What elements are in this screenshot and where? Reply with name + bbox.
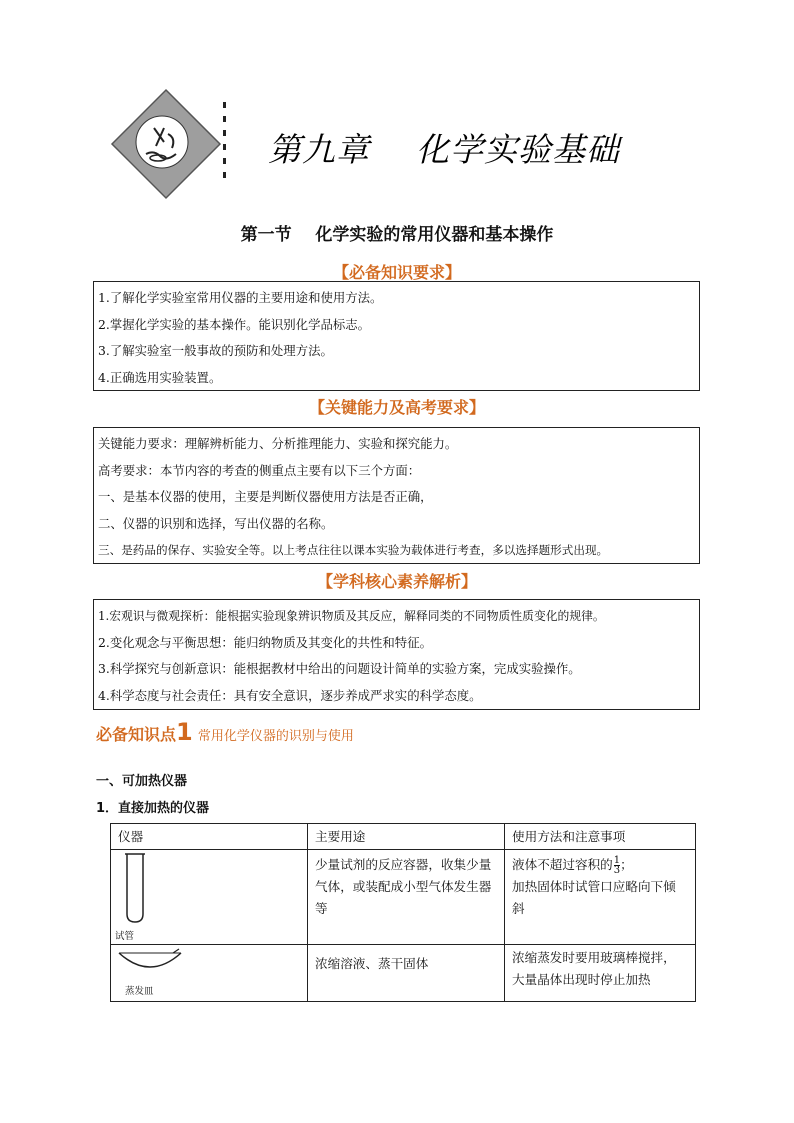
knowledge-point-heading <box>96 718 354 746</box>
banner-required-knowledge: 【必备知识要求】 <box>332 263 461 282</box>
fraction-denominator: 3 <box>613 865 621 876</box>
list-item: 1.了解化学实验室常用仪器的主要用途和使用方法。 <box>98 290 383 305</box>
list-item: 2.掌握化学实验的基本操作。能识别化学品标志。 <box>98 316 371 332</box>
banner-key-abilities: 【关键能力及高考要求】 <box>308 398 485 417</box>
test-tube-note-b: 加热固体时试管口应略向下倾斜 <box>512 879 676 916</box>
list-item: 关键能力要求：理解辨析能力、分析推理能力、实验和探究能力。 <box>98 436 458 451</box>
table-row <box>111 945 696 1002</box>
test-tube-note-a-end: ； <box>620 857 633 872</box>
table-row <box>111 850 696 945</box>
banner-core-literacy: 【学科核心素养解析】 <box>316 572 477 591</box>
col-header-notes: 使用方法和注意事项 <box>505 824 696 850</box>
test-tube-cell <box>111 850 308 945</box>
list-item: 高考要求：本节内容的考查的侧重点主要有以下三个方面： <box>98 462 421 478</box>
list-item: 二、仪器的识别和选择，写出仪器的名称。 <box>98 515 334 531</box>
section-title: 第一节 化学实验的常用仪器和基本操作 <box>240 225 554 245</box>
decorative-dots-icon <box>222 102 228 184</box>
col-header-instrument: 仪器 <box>111 824 308 850</box>
list-item: 3.了解实验室一般事故的预防和处理方法。 <box>98 343 333 358</box>
list-item: 1.宏观识与微观探析：能根据实验现象辨识物质及其反应，解释同类的不同物质性质变化的规律。 <box>98 609 605 623</box>
chapter-emblem-icon <box>110 88 222 200</box>
evaporating-dish-icon <box>115 947 185 979</box>
test-tube-note-a: 液体不超过容积的 <box>512 857 613 872</box>
list-item: 4.科学态度与社会责任：具有安全意识，逐步养成严求实的科学态度。 <box>98 687 482 703</box>
chapter-title: 第九章 化学实验基础 <box>268 130 620 169</box>
evaporating-dish-caption: 蒸发皿 <box>125 986 154 997</box>
col-header-use: 主要用途 <box>308 824 505 850</box>
evaporating-dish-use: 浓缩溶液、蒸干固体 <box>308 945 505 1002</box>
evaporating-dish-cell <box>111 945 308 1002</box>
test-tube-icon <box>115 852 155 924</box>
test-tube-use: 少量试剂的反应容器，收集少量气体，或装配成小型气体发生器等 <box>308 850 505 945</box>
core-literacy-box <box>93 599 700 710</box>
list-item: 三、是药品的保存、实验安全等。以上考点往往以课本实验为载体进行考查，多以选择题形式出现。 <box>98 543 609 557</box>
evaporating-dish-notes: 浓缩蒸发时要用玻璃棒搅拌，大量晶体出现时停止加热 <box>505 945 696 1002</box>
knowledge-point-prefix: 必备知识点 <box>96 725 177 744</box>
test-tube-caption: 试管 <box>115 931 135 942</box>
list-item: 一、是基本仪器的使用，主要是判断仪器使用方法是否正确， <box>98 489 433 504</box>
instrument-table <box>110 823 696 1002</box>
knowledge-point-number: 1 <box>176 718 193 746</box>
table-header-row <box>111 824 696 850</box>
key-abilities-box <box>93 427 700 564</box>
test-tube-notes <box>505 850 696 945</box>
list-item: 2.变化观念与平衡思想：能归纳物质及其变化的共性和特征。 <box>98 634 432 650</box>
section-heading: 一、可加热仪器 <box>96 774 188 789</box>
list-item: 4.正确选用实验装置。 <box>98 369 222 385</box>
required-knowledge-box <box>93 281 700 391</box>
knowledge-point-title: 常用化学仪器的识别与使用 <box>197 729 354 744</box>
list-item: 3.科学探究与创新意识：能根据教材中给出的问题设计简单的实验方案，完成实验操作。 <box>98 661 581 676</box>
subsection-heading: 1．直接加热的仪器 <box>96 801 210 816</box>
fraction-numerator: 1 <box>613 855 621 866</box>
